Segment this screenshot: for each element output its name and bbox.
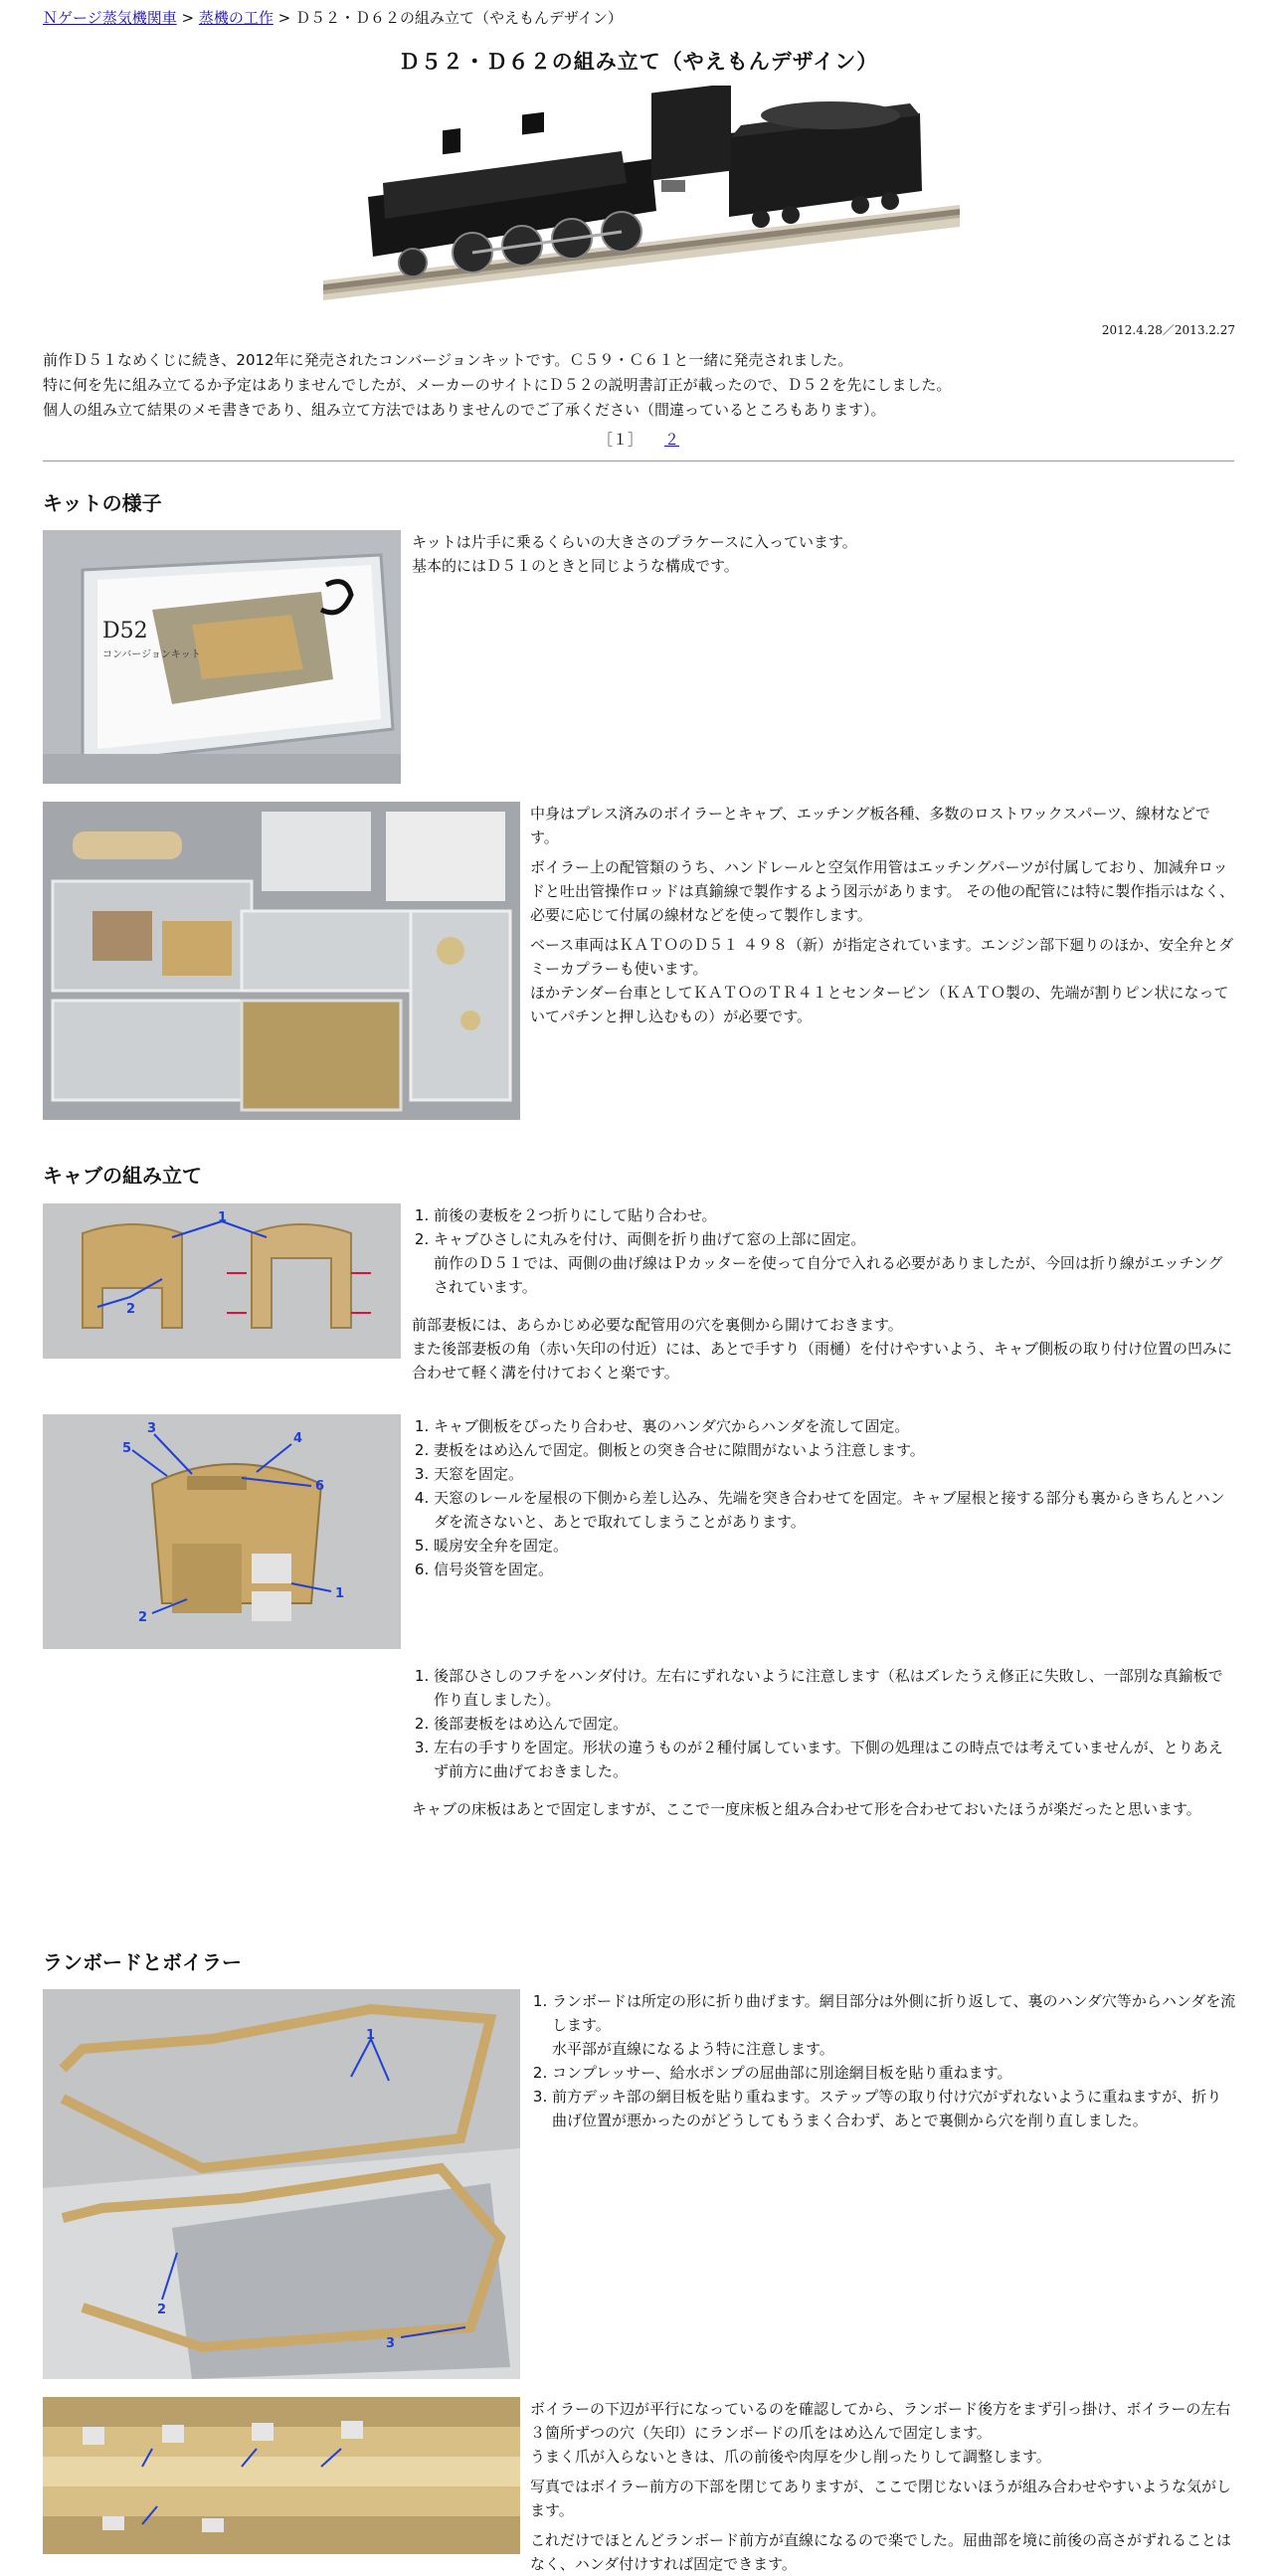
breadcrumb-home-link[interactable]: Ｎゲージ蒸気機関車: [43, 9, 177, 27]
kit-box-photo: [43, 530, 401, 784]
marker-5: 5: [122, 1441, 132, 1456]
update-date: 2012.4.28／2013.2.27: [1101, 323, 1235, 337]
marker-1: 1: [218, 1210, 228, 1225]
hero-locomotive-image: [323, 86, 960, 300]
text-paragraph: 中身はプレス済みのボイラーとキャブ、エッチング板各種、多数のロストワックスパーツ、線材などです。: [530, 805, 1210, 846]
breadcrumb-separator: >: [176, 9, 199, 27]
marker-2: 2: [138, 1610, 148, 1625]
section-heading-cab: キャブの組み立て: [43, 1164, 202, 1188]
list-item: 3. 前方デッキ部の網目板を貼り重ねます。ステップ等の取り付け穴がずれないように重ねますが、折り曲げ位置が悪かったのがどうしてもうまく合わず、あとで裏側から穴を削り直しました。: [552, 2085, 1236, 2132]
text-line: キャブの床板はあとで固定しますが、ここで一度床板と組み合わせて形を合わせておいたほうが楽だったと思います。: [412, 1800, 1201, 1818]
text-line: キットは片手に乗るくらいの大きさのプラケースに入っています。: [412, 533, 857, 551]
text-paragraph: 写真ではボイラー前方の下部を閉じてありますが、ここで閉じないほうが組み合わせやすいような気がします。: [530, 2478, 1232, 2519]
marker-2: 2: [157, 2302, 167, 2317]
list-item: 1. 後部ひさしのフチをハンダ付け。左右にずれないように注意します（私はズレたうえ修正に失敗し、一部別な真鍮板で作り直しました）。: [434, 1664, 1237, 1712]
marker-1: 1: [366, 2028, 376, 2043]
cab-step2-list: [412, 1414, 1237, 1581]
breadcrumb-separator: >: [273, 9, 295, 27]
marker-2: 2: [126, 1302, 136, 1317]
breadcrumb-section-link[interactable]: 蒸機の工作: [198, 9, 274, 27]
kit-box-sublabel: コンバージョンキット: [102, 649, 201, 660]
marker-1: 1: [335, 1586, 345, 1601]
text-paragraph: ボイラー上の配管類のうち、ハンドレールと空気作用管はエッチングパーツが付属しており、加減弁ロッドと吐出管操作ロッドは真鍮線で製作するよう図示があります。 その他の配管には特に製作指示はなく、必要に応じて付属の線材などを使って製作します。: [530, 858, 1234, 924]
marker-3: 3: [147, 1421, 157, 1436]
kit-box-text: [412, 530, 1237, 578]
text-line: 前部妻板には、あらかじめ必要な配管用の穴を裏側から開けておきます。: [412, 1316, 903, 1334]
intro-line: 特に何を先に組み立てるか予定はありませんでしたが、メーカーのサイトにＤ５２の説明書訂正が載ったので、Ｄ５２を先にしました。: [43, 376, 952, 394]
list-item-text: ランボードは所定の形に折り曲げます。網目部分は外側に折り返して、裏のハンダ穴等からハンダを流します。: [552, 1992, 1236, 2034]
text-line: ベース車両はＫＡＴＯのＤ５１ ４９８（新）が指定されています。エンジン部下廻りのほか、安全弁とダミーカプラーも使います。: [530, 936, 1234, 978]
runboard-photo: [43, 1989, 520, 2379]
breadcrumb: [43, 6, 623, 30]
intro-line: 個人の組み立て結果のメモ書きであり、組み立て方法ではありませんのでご了承ください（間違っているところもあります）。: [43, 401, 886, 419]
text-line: ほかテンダー台車としてＫＡＴＯのＴＲ４１とセンターピン（ＫＡＴＯ製の、先端が割りピン状になっていてパチンと押し込むもの）が必要です。: [530, 984, 1229, 1025]
list-item: [434, 1227, 1237, 1299]
cab-step3-text: [412, 1664, 1237, 1821]
list-item: 3. 天窓を固定。: [434, 1462, 1237, 1486]
list-item: 2. 妻板をはめ込んで固定。側板との突き合せに隙間がないよう注意します。: [434, 1438, 1237, 1462]
cab-step1-list: [412, 1203, 1237, 1299]
intro-text: [43, 348, 1236, 423]
list-item-note: 水平部が直線になるよう特に注意します。: [552, 2040, 834, 2058]
list-item: 4. 天窓のレールを屋根の下側から差し込み、先端を突き合わせてを固定。キャブ屋根と接する部分も裏からきちんとハンダを流さないと、あとで取れてしまうことがあります。: [434, 1486, 1237, 1534]
cab-step2-text: [412, 1414, 1237, 1581]
text-line: 基本的にはＤ５１のときと同じような構成です。: [412, 557, 739, 575]
list-item: 2. 後部妻板をはめ込んで固定。: [434, 1712, 1237, 1736]
list-item: 2. コンプレッサー、給水ポンプの屈曲部に別途網目板を貼り重ねます。: [552, 2061, 1236, 2085]
marker-4: 4: [293, 1431, 303, 1446]
list-item: 6. 信号炎管を固定。: [434, 1558, 1237, 1581]
marker-3: 3: [386, 2336, 396, 2351]
boiler-photo: [43, 2397, 520, 2554]
list-item-note: 前作のＤ５１では、両側の曲げ線はＰカッターを使って自分で入れる必要がありましたが、今回は折り線がエッチングされています。: [434, 1254, 1223, 1296]
marker-6: 6: [315, 1479, 325, 1494]
page-title: Ｄ５２・Ｄ６２の組み立て（やえもんデザイン）: [398, 50, 879, 74]
list-item-text: キャブひさしに丸みを付け、両側を折り曲げて窓の上部に固定。: [434, 1230, 866, 1248]
text-line: また後部妻板の角（赤い矢印の付近）には、あとで手すり（雨樋）を付けやすいよう、キャブ側板の取り付け位置の凹みに合わせて軽く溝を付けておくと楽です。: [412, 1340, 1233, 1381]
page-pager: [0, 428, 1277, 452]
section-heading-runboard: ランボードとボイラー: [43, 1950, 242, 1974]
kit-parts-photo: [43, 802, 520, 1120]
cab-step1-text: [412, 1203, 1237, 1384]
cab-endplates-photo: [43, 1203, 401, 1359]
kit-parts-text: [530, 802, 1236, 1028]
list-item: 1. キャブ側板をぴったり合わせ、裏のハンダ穴からハンダを流して固定。: [434, 1414, 1237, 1438]
runboard-text: [530, 1989, 1236, 2132]
list-item: [552, 1989, 1236, 2061]
boiler-text: [530, 2397, 1236, 2576]
breadcrumb-current: Ｄ５２・Ｄ６２の組み立て（やえもんデザイン）: [294, 9, 623, 27]
kit-box-label: D52: [102, 619, 148, 644]
text-line: ボイラーの下辺が平行になっているのを確認してから、ランボード後方をまず引っ掛け、ボイラーの左右３箇所ずつの穴（矢印）にランボードの爪をはめ込んで固定します。: [530, 2400, 1231, 2442]
intro-line: 前作Ｄ５１なめくじに続き、2012年に発売されたコンバージョンキットです。Ｃ５９・Ｃ６１と一緒に発売されました。: [43, 351, 853, 369]
list-item: 3. 左右の手すりを固定。形状の違うものが２種付属しています。下側の処理はこの時点では考えていませんが、とりあえず前方に曲げておきました。: [434, 1736, 1237, 1783]
list-item: 1. 前後の妻板を２つ折りにして貼り合わせ。: [434, 1203, 1237, 1227]
runboard-list: [530, 1989, 1236, 2132]
divider: [43, 460, 1234, 461]
cab-step3-list: [412, 1664, 1237, 1783]
pager-current-page: ［１］: [597, 431, 642, 449]
pager-next-link[interactable]: ２: [664, 431, 680, 449]
section-heading-kit: キットの様子: [43, 491, 162, 515]
cab-assembly-photo: [43, 1414, 401, 1649]
text-paragraph: うまく爪が入らないときは、爪の前後や肉厚を少し削ったりして調整します。: [530, 2448, 1051, 2466]
list-item: 5. 暖房安全弁を固定。: [434, 1534, 1237, 1558]
text-line: これだけでほとんどランボード前方が直線になるので楽でした。屈曲部を境に前後の高さがずれることはなく、ハンダ付けすれば固定できます。: [530, 2531, 1232, 2573]
